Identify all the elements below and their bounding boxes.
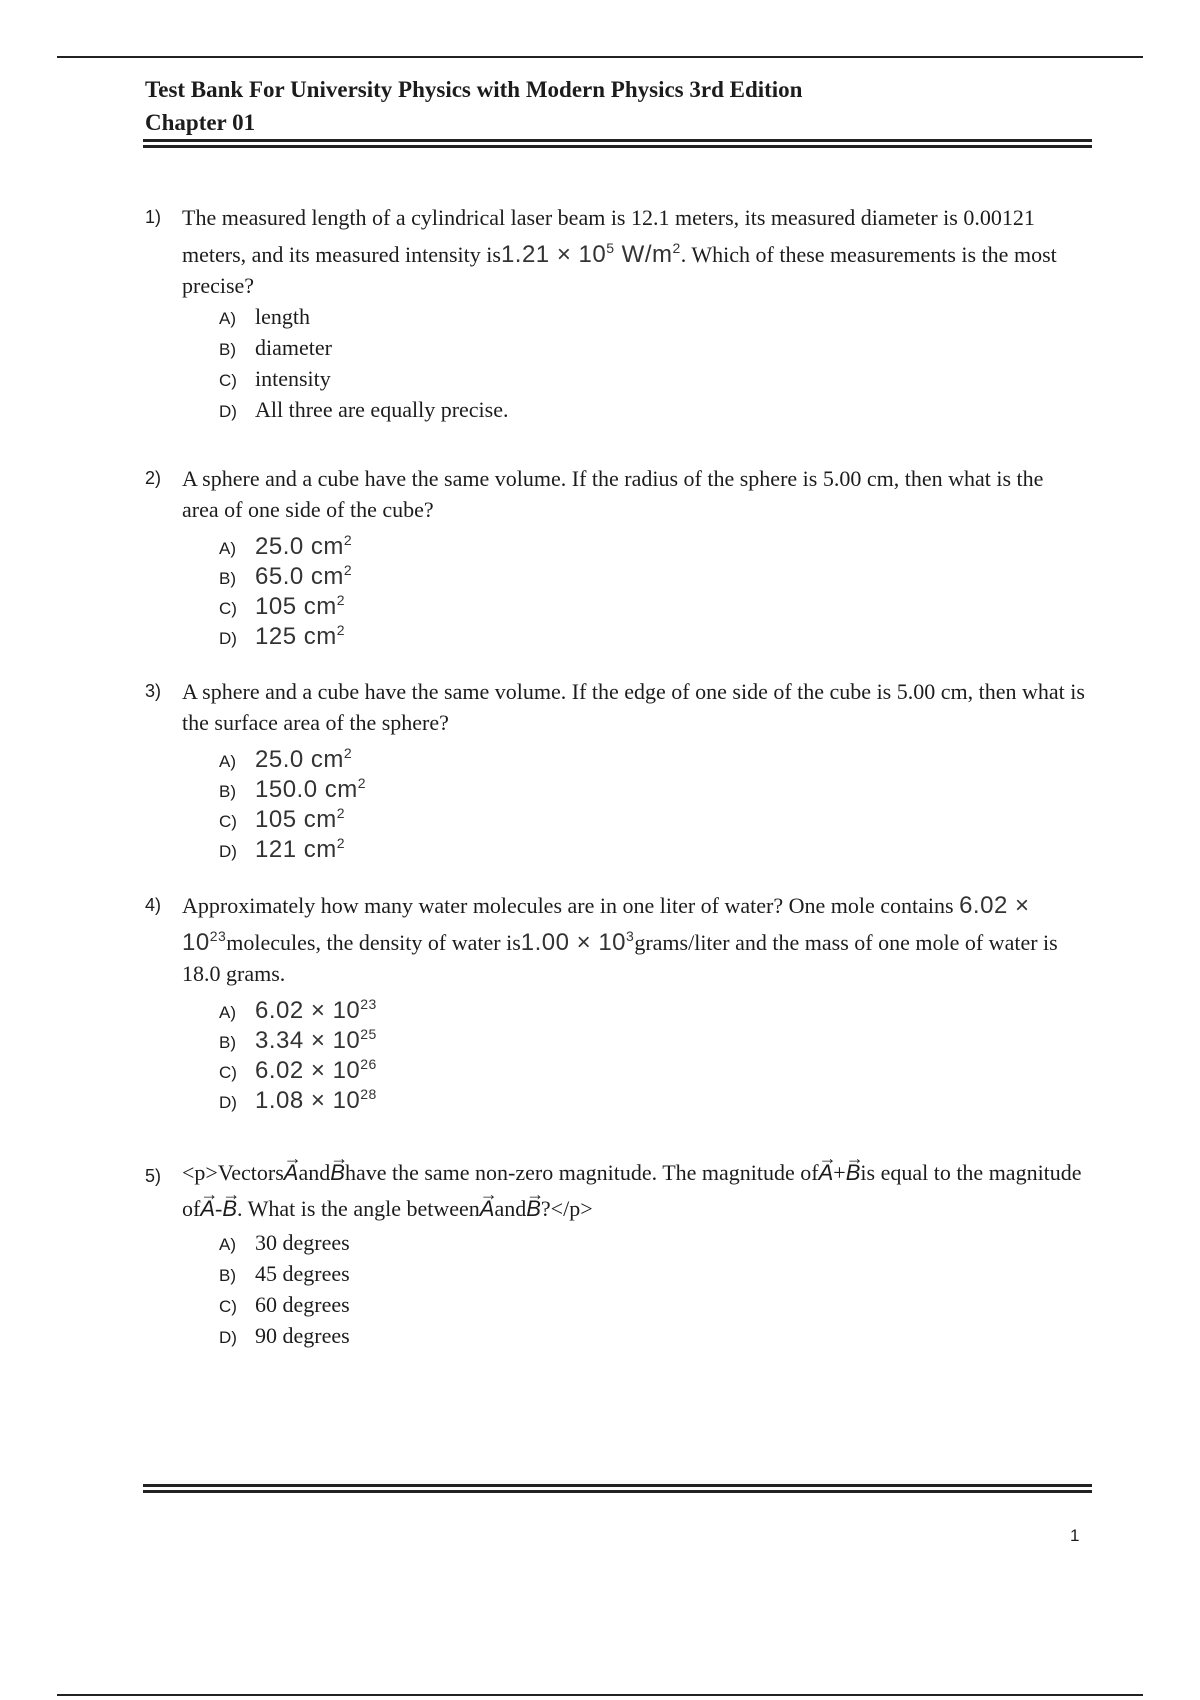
question-text: <p>Vectors→ Aand→ Bhave the same non-zero magnitude. The magnitude of→ A+→ Bis equal to the magnitude of→ A-→ B. What is the angle between→ Aand→ B?</p> — [182, 1155, 1085, 1227]
question-number: 2) — [145, 468, 162, 488]
vector-a: → A — [819, 1155, 834, 1191]
answer-option[interactable]: C) $6.02 \times 10^{26}$ — [219, 1056, 377, 1084]
question-3 — [145, 676, 1085, 863]
top-rule — [57, 56, 1143, 58]
page-number: 1 — [1070, 1526, 1080, 1545]
answer-option[interactable]: D) 121 $cm^2$ — [219, 835, 345, 863]
answer-option[interactable]: C) 105 $cm^2$ — [219, 592, 345, 620]
answer-option[interactable]: C) 105 $cm^2$ — [219, 805, 345, 833]
footer-double-rule — [143, 1484, 1092, 1493]
vector-b: → B — [526, 1191, 541, 1227]
vector-b: → B — [330, 1155, 345, 1191]
question-number: 5) — [145, 1166, 162, 1186]
intensity-value: $1.21 \times 10^5$ $W/m^2$ — [500, 240, 681, 268]
chapter-title: Chapter 01 — [145, 110, 256, 135]
answer-option[interactable]: A) 30 degrees — [219, 1230, 350, 1255]
vector-b: → B — [846, 1155, 861, 1191]
answer-options — [219, 525, 1085, 650]
vector-a: → A — [200, 1191, 215, 1227]
answer-option[interactable]: D) 125 $cm^2$ — [219, 622, 345, 650]
question-2 — [145, 463, 1085, 650]
document-header — [145, 73, 802, 139]
answer-option[interactable]: D) All three are equally precise. — [219, 397, 509, 422]
header-double-rule — [143, 139, 1092, 148]
question-text: The measured length of a cylindrical laser beam is 12.1 meters, its measured diameter is 0.00121 meters, and its measured intensity $is1.21 \times 10^5$ $W/m^2$. Which of these measurements is the most precise? — [182, 205, 1057, 298]
answer-option[interactable]: A) 25.0 $cm^2$ — [219, 532, 353, 560]
bottom-rule — [57, 1694, 1143, 1696]
question-number: 1) — [145, 207, 162, 227]
answer-options — [219, 1227, 1085, 1351]
answer-option[interactable]: C) 60 degrees — [219, 1292, 350, 1317]
question-number: 3) — [145, 681, 162, 701]
question-4 — [145, 890, 1085, 1114]
vector-a: → A — [284, 1155, 299, 1191]
answer-option[interactable]: B) 150.0 $cm^2$ — [219, 775, 367, 803]
answer-options — [219, 301, 1085, 425]
answer-option[interactable]: A) 25.0 $cm^2$ — [219, 745, 353, 773]
vector-a: → A — [480, 1191, 495, 1227]
answer-option[interactable]: D) 90 degrees — [219, 1323, 350, 1348]
question-number: 4) — [145, 895, 162, 915]
answer-option[interactable]: B) diameter — [219, 335, 332, 360]
answer-options — [219, 989, 1085, 1114]
answer-options — [219, 738, 1085, 863]
answer-option[interactable]: B) $3.34 \times 10^{25}$ — [219, 1026, 377, 1054]
question-text: A sphere and a cube have the same volume. If the edge of one side of the cube is 5.00 cm, then what is the surface area of the sphere? — [182, 679, 1085, 735]
question-text: Approximately how many water molecules are in one liter of water? One mole contains $6.02 \times 10^{23}molecules$, the density of water $is1.00 \times 10^3grams$/liter and the mass of one mole of water is 18.0 grams. — [182, 892, 1058, 986]
answer-option[interactable]: A) length — [219, 304, 310, 329]
answer-option[interactable]: C) intensity — [219, 366, 331, 391]
answer-option[interactable]: A) $6.02 \times 10^{23}$ — [219, 996, 377, 1024]
answer-option[interactable]: B) 65.0 $cm^2$ — [219, 562, 353, 590]
question-text: A sphere and a cube have the same volume. If the radius of the sphere is 5.00 cm, then what is the area of one side of the cube? — [182, 466, 1044, 522]
question-5 — [145, 1155, 1085, 1351]
vector-b: → B — [222, 1191, 237, 1227]
answer-option[interactable]: B) 45 degrees — [219, 1261, 350, 1286]
question-1 — [145, 202, 1085, 425]
answer-option[interactable]: D) $1.08 \times 10^{28}$ — [219, 1086, 377, 1114]
document-title: Test Bank For University Physics with Modern Physics 3rd Edition — [145, 77, 803, 102]
